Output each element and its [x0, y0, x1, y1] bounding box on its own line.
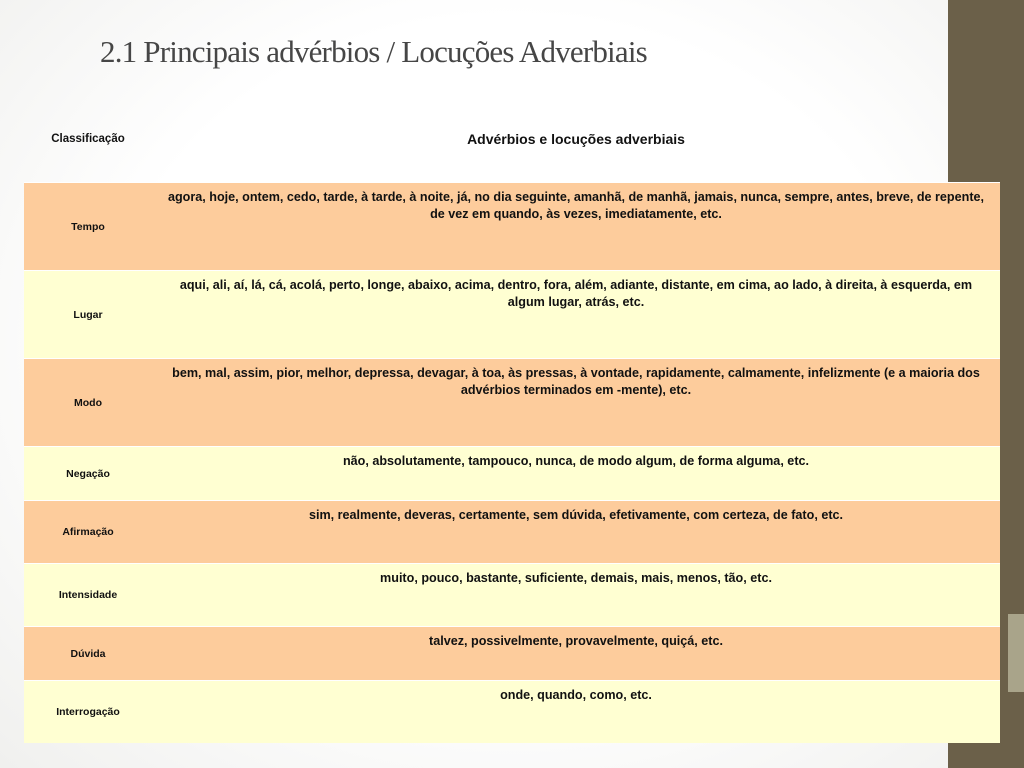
table-row-lugar: [24, 270, 1000, 358]
row-label: Tempo: [71, 220, 105, 233]
row-adverbs: bem, mal, assim, pior, melhor, depressa, devagar, à toa, às pressas, à vontade, rapidamente, calmamente, infelizmente (e a maioria dos advérbios terminados em -mente), etc.: [172, 366, 980, 397]
table-row-intensidade: [24, 563, 1000, 626]
row-label: Negação: [66, 467, 110, 480]
row-adverbs: aqui, ali, aí, lá, cá, acolá, perto, longe, abaixo, acima, dentro, fora, além, adiante, distante, em cima, ao lado, à direita, à esquerda, em algum lugar, atrás, etc.: [179, 278, 973, 309]
row-adverbs: onde, quando, como, etc.: [500, 688, 652, 702]
table-row-tempo: [24, 182, 1000, 270]
slide-title: 2.1 Principais advérbios / Locuções Adverbiais: [100, 34, 647, 69]
row-label: Modo: [74, 396, 102, 409]
row-label: Interrogação: [56, 706, 120, 718]
row-adverbs: sim, realmente, deveras, certamente, sem dúvida, efetivamente, com certeza, de fato, etc.: [308, 508, 844, 522]
row-label: Intensidade: [58, 589, 118, 601]
header-adverbs: Advérbios e locuções adverbiais: [467, 131, 685, 147]
table-row-interrogacao: [24, 680, 1000, 743]
decorative-sidebar-accent: [1008, 614, 1024, 692]
row-label: Dúvida: [70, 647, 106, 660]
row-label: Afirmação: [62, 526, 114, 538]
row-adverbs: agora, hoje, ontem, cedo, tarde, à tarde, à noite, já, no dia seguinte, amanhã, de manhã, jamais, nunca, sempre, antes, breve, de repente, de vez em quando, às vezes, imediatamente, etc.: [167, 190, 985, 221]
table-row-negacao: [24, 446, 1000, 500]
table-row-modo: [24, 358, 1000, 446]
adverbs-table: [24, 182, 1000, 743]
table-row-duvida: [24, 626, 1000, 680]
table-row-afirmacao: [24, 500, 1000, 563]
row-adverbs: muito, pouco, bastante, suficiente, demais, mais, menos, tão, etc.: [380, 571, 772, 585]
row-adverbs: talvez, possivelmente, provavelmente, quiçá, etc.: [429, 634, 723, 648]
row-label: Lugar: [73, 308, 103, 321]
header-classification: Classificação: [51, 133, 125, 145]
row-adverbs: não, absolutamente, tampouco, nunca, de modo algum, de forma alguma, etc.: [342, 454, 810, 468]
